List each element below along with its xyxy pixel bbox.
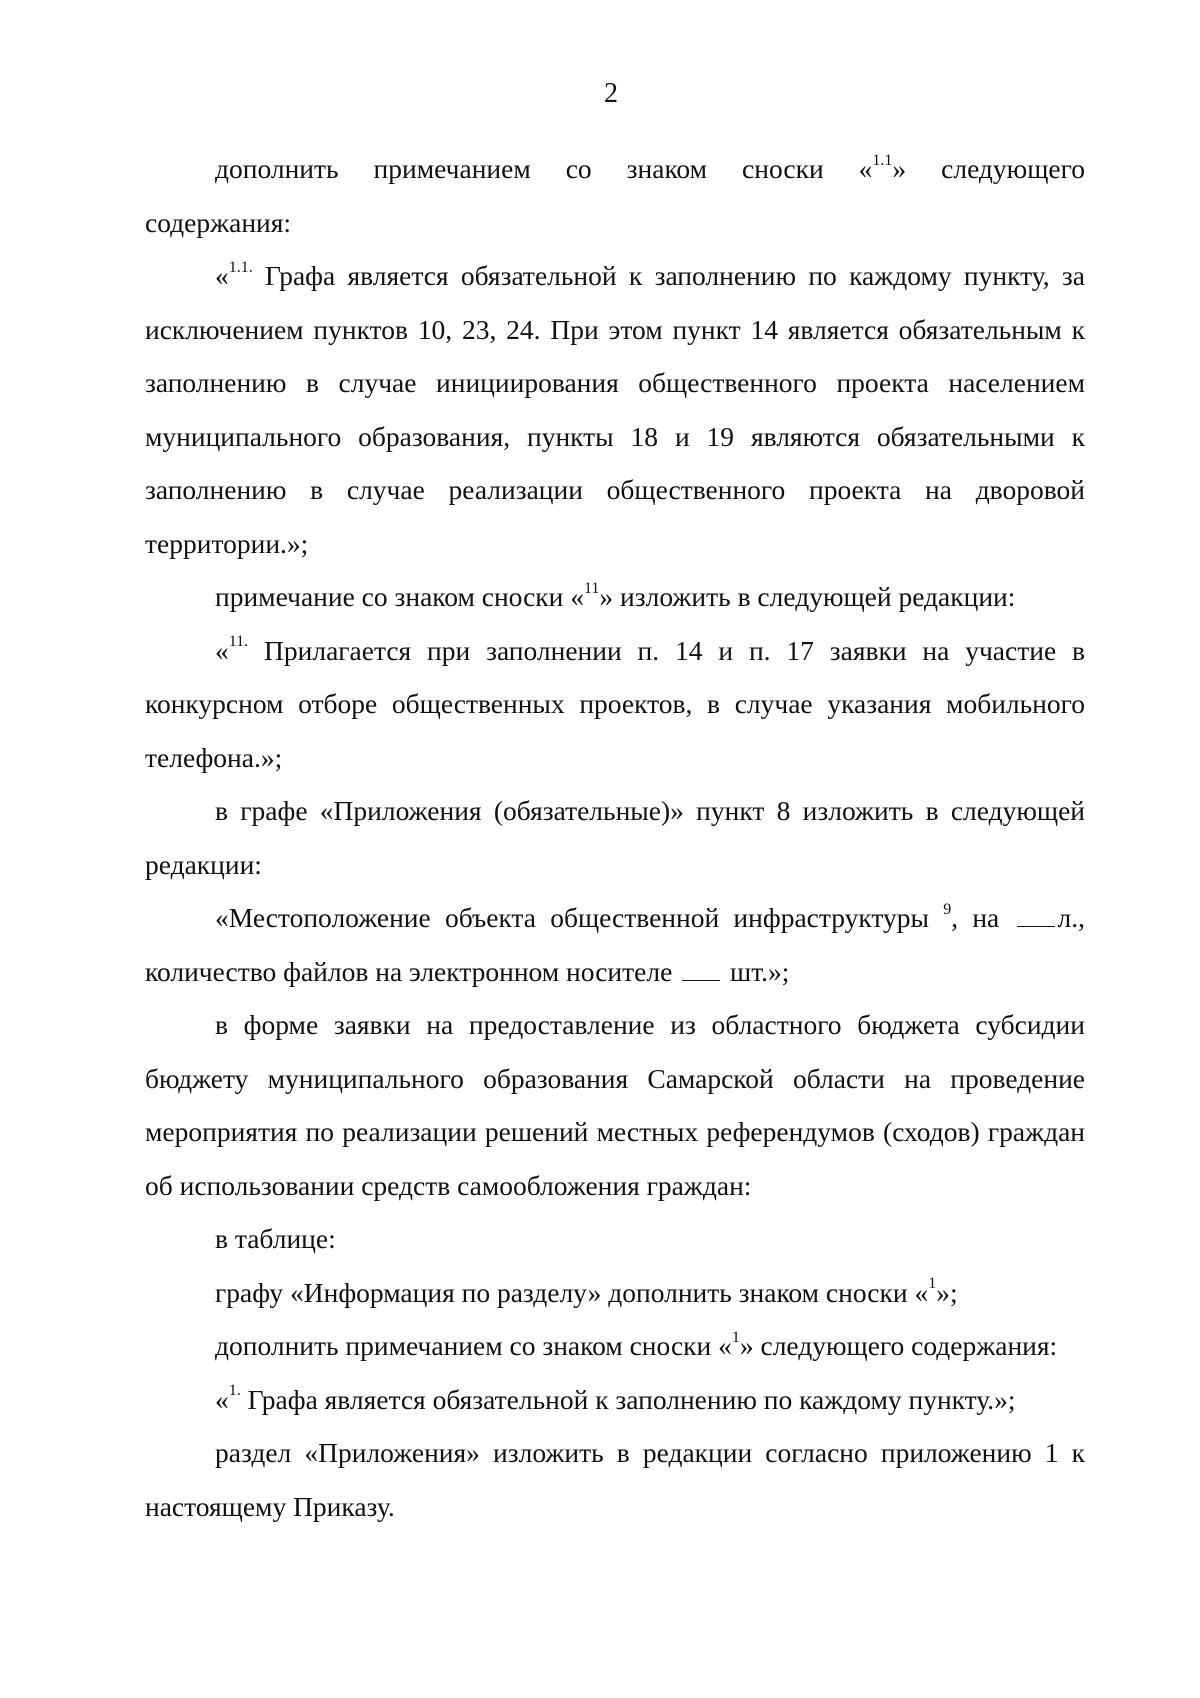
page-number: 2: [604, 78, 618, 109]
word: следующего: [941, 153, 1085, 184]
paragraph-1-line-1: [145, 142, 1085, 196]
word: знаком: [626, 153, 708, 184]
paragraph-8: в таблице:: [215, 1223, 336, 1254]
footnote-mark: 9: [943, 900, 952, 918]
word: сноски: [742, 153, 824, 184]
word: дополнить: [215, 153, 339, 184]
footnote-ref-quote: «$^{1.1}$»: [858, 151, 907, 184]
footnote-mark: 1.1.: [228, 258, 253, 276]
paragraph-footnote-1-1: «$^{1.1.}$ Графа является обязательной к заполнению по каждому пункту, за исключением пунктов 10, 23, 24. При этом пункт 14 является обязательным к заполнению в случае инициирования общественного проекта населением муниципального образования, пункты 18 и 19 являются обязательными к заполнению в случае реализации общественного проекта на дворовой территории.»;: [145, 258, 1085, 559]
paragraph-5: в графе «Приложения (обязательные)» пункт 8 изложить в следующей редакции:: [145, 795, 1085, 880]
blank-line: [682, 960, 720, 981]
word: примечанием: [373, 153, 531, 184]
footnote-mark: 11.: [228, 633, 249, 651]
paragraph-12: раздел «Приложения» изложить в редакции согласно приложению 1 к настоящему Приказу.: [145, 1437, 1085, 1522]
footnote-mark: 1: [928, 1275, 937, 1293]
paragraph-footnote-1: «$^{1.}$ Графа является обязательной к заполнению по каждому пункту.»;: [215, 1382, 1016, 1415]
word: со: [565, 153, 592, 184]
paragraph-3: примечание со знаком сноски «$^{11}$» изложить в следующей редакции:: [215, 579, 1016, 612]
paragraph-6: «Местоположение объекта общественной инфраструктуры $^9$, на л., количество файлов на электронном носителе шт.»;: [145, 900, 1085, 987]
paragraph-7: в форме заявки на предоставление из областного бюджета субсидии бюджету муниципального образования Самарской области на проведение мероприятия по реализации решений местных референдумов (сходов) граждан об использовании средств самообложения граждан:: [145, 1009, 1085, 1201]
blank-line: [1017, 906, 1055, 927]
footnote-mark: 1.: [228, 1382, 241, 1400]
paragraph-10: дополнить примечанием со знаком сноски «$^1$» следующего содержания:: [215, 1328, 1058, 1361]
paragraph-footnote-11: «$^{11.}$ Прилагается при заполнении п. 14 и п. 17 заявки на участие в конкурсном отборе общественных проектов, в случае указания мобильного телефона.»;: [145, 633, 1085, 773]
paragraph-9: графу «Информация по разделу» дополнить знаком сноски «$^1$»;: [215, 1275, 958, 1308]
footnote-mark: 11: [584, 579, 600, 597]
footnote-mark: 1: [731, 1328, 740, 1346]
footnote-mark: 1.1: [872, 151, 893, 169]
paragraph-1-line-2: содержания:: [145, 206, 292, 238]
document-body: [145, 142, 1085, 1533]
